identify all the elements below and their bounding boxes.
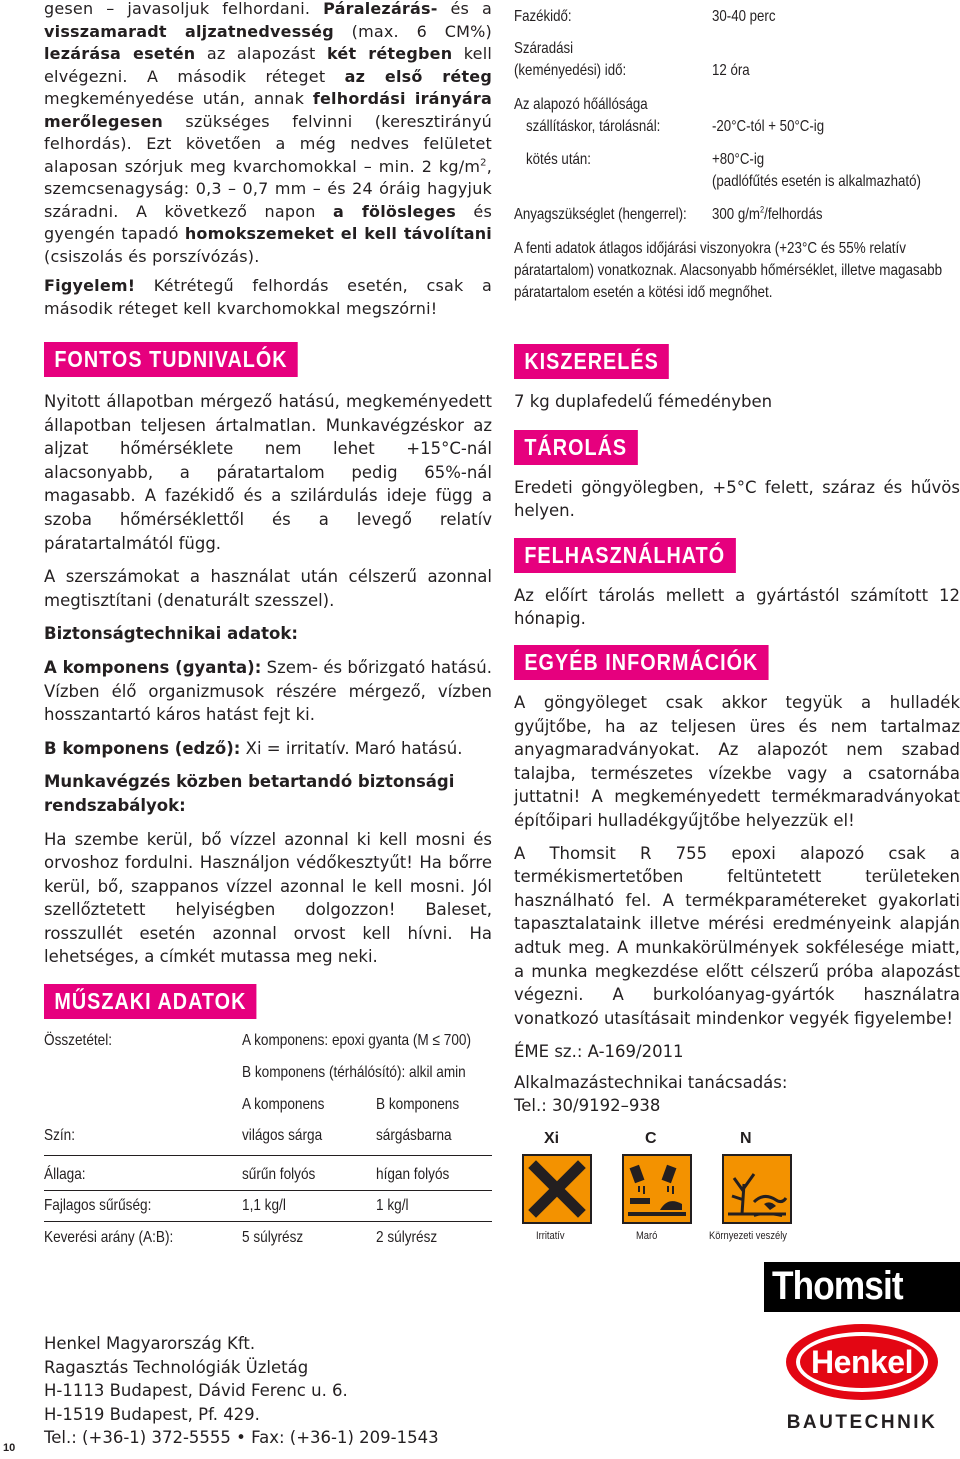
warning-paragraph	[44, 275, 492, 320]
hoallosag-label: Az alapozó hőállósága	[514, 96, 648, 113]
hazard-label-n: Környezeti veszély	[709, 1230, 787, 1242]
hazard-letter-c: C	[645, 1130, 657, 1147]
intro-text: (max. 6 CM%)	[333, 21, 492, 41]
component-a-text	[44, 656, 492, 727]
advice-phone: Tel.: 30/9192–938	[514, 1096, 661, 1116]
szin-label: Szín:	[44, 1127, 75, 1144]
right-sections	[514, 344, 960, 1118]
intro-text: és gyengén tapadó	[44, 201, 492, 243]
allaga-b: hígan folyós	[376, 1166, 450, 1183]
intro-bold: homokszemeket el kell távolítani	[184, 224, 492, 243]
osszetetel-a: A komponens: epoxi gyanta (M ≤ 700)	[242, 1032, 471, 1049]
keveres-b: 2 súlyrész	[376, 1229, 438, 1246]
component-b-label: B komponens (edző):	[44, 738, 241, 758]
intro-text: gesen – javasoljuk felhordani.	[44, 0, 324, 18]
henkel-wordmark: Henkel	[811, 1344, 913, 1380]
szin-b: sárgásbarna	[376, 1127, 452, 1144]
intro-bold: felhordási irányára merőlegesen	[44, 89, 492, 131]
warning-label: Figyelem!	[44, 276, 136, 295]
component-b-desc: Xi = irritatív. Maró hatású.	[240, 738, 463, 758]
felhasznalhato-heading: FELHASZNÁLHATÓ	[514, 538, 736, 573]
corrosive-icon	[622, 1154, 692, 1224]
address-line: Tel.: (+36-1) 372-5555 • Fax: (+36-1) 209-1543	[44, 1428, 439, 1448]
rules-title: Munkavégzés közben betartandó biztonsági rendszabályok:	[44, 772, 455, 815]
tarolas-text: Eredeti göngyölegben, +5°C felett, száraz és hűvös helyen.	[514, 477, 960, 521]
anyag-value-unit: /felhordás	[764, 206, 823, 223]
tech-table	[44, 1030, 492, 1260]
intro-text: és a	[437, 0, 493, 18]
muszaki-heading: MŰSZAKI ADATOK	[44, 984, 257, 1019]
suruseg-a: 1,1 kg/l	[242, 1197, 286, 1214]
divider	[44, 1190, 492, 1191]
allaga-label: Állaga:	[44, 1166, 86, 1183]
address-line: Henkel Magyarország Kft.	[44, 1334, 256, 1353]
allaga-a: sűrűn folyós	[242, 1166, 316, 1183]
intro-bold: két rétegben	[327, 44, 453, 63]
superscript: 2	[759, 204, 765, 215]
szaradasi-label: Száradási	[514, 40, 574, 57]
intro-text: , szemcsenagyság: 0,3 – 0,7 mm – és 24 óráig hagyjuk száradni. A következő napon	[44, 156, 492, 221]
intro-text: az alapozást	[195, 44, 328, 63]
component-a-desc: Szem- és bőrizgató hatású. Vízben élő organizmusok részére mérgező, vízben hosszantartó káros hatást fejt ki.	[44, 657, 492, 725]
kiszereles-section	[514, 344, 960, 414]
anyag-value-number: 300 g/m	[712, 206, 760, 223]
cross-icon	[522, 1154, 592, 1224]
warning-text: Kétrétegű felhordás esetén, csak a második réteget kell kvarchomokkal megszórni!	[44, 276, 492, 318]
eme-number: ÉME sz.: A-169/2011	[514, 1042, 684, 1062]
kiszereles-text: 7 kg duplafedelű fémedényben	[514, 392, 773, 411]
advice-label: Alkalmazástechnikai tanácsadás:	[514, 1072, 788, 1092]
tarolas-section	[514, 430, 960, 523]
page-number-box	[0, 1422, 25, 1459]
egyeb-section	[514, 645, 960, 1118]
hazard-letter-xi: Xi	[544, 1130, 560, 1147]
szaradasi-label-2: (keményedési) idő:	[514, 62, 627, 79]
fazekido-label: Fazékidő:	[514, 8, 572, 25]
intro-bold: a fölösleges	[332, 201, 456, 221]
divider	[44, 1155, 492, 1156]
intro-bold: lezárása esetén	[44, 44, 196, 63]
tarolas-heading: TÁROLÁS	[514, 430, 637, 465]
intro-text: (csiszolás és porszívózás).	[44, 246, 260, 266]
muszaki-heading-wrap	[44, 984, 291, 1019]
anyag-value	[712, 206, 822, 224]
fazekido-value: 30-40 perc	[712, 8, 776, 25]
fontos-paragraph-1: Nyitott állapotban mérgező hatású, megkeményedett állapotban teljesen ártalmatlan. Munkavégzéskor az aljzat hőmérséklete nem lehet +15°C-nál alacsonyabb, a páratartalom pedig 65%-nál magasabb. A fazékidő és a szilárdulás ideje függ a szoba hőmérséklettől és a levegő relatív páratartalmától függ.	[44, 392, 492, 553]
keveres-label: Keverési arány (A:B):	[44, 1229, 174, 1246]
hazard-label-c: Maró	[636, 1230, 658, 1242]
bautechnik-text: BAUTECHNIK	[786, 1412, 938, 1433]
egyeb-heading: EGYÉB INFORMÁCIÓK	[514, 645, 769, 680]
keveres-a: 5 súlyrész	[242, 1229, 304, 1246]
anyag-label: Anyagszükséglet (hengerrel):	[514, 206, 687, 223]
address-line: H-1113 Budapest, Dávid Ferenc u. 6.	[44, 1381, 348, 1401]
conditions-note: A fenti adatok átlagos időjárási viszonyokra (+23°C és 55% relatív páratartalom) vonatkoznak. Alacsonyabb hőmérséklet, illetve magasabb páratartalom esetén a kötési idő megnőhet.	[514, 240, 943, 301]
hoallosag-value: -20°C-tól + 50°C-ig	[712, 118, 825, 135]
col-a-header: A komponens	[242, 1096, 325, 1113]
thomsit-wordmark: Thomsit	[772, 1264, 903, 1308]
henkel-logo	[764, 1318, 960, 1459]
dead-tree-icon	[722, 1154, 792, 1224]
szaradasi-value: 12 óra	[712, 62, 750, 79]
intro-text: kell elvégezni. A második réteget	[44, 44, 493, 86]
component-b-text	[44, 737, 492, 761]
szin-a: világos sárga	[242, 1127, 323, 1144]
osszetetel-b: B komponens (térhálósító): alkil amin	[242, 1064, 466, 1081]
fontos-heading-wrap	[44, 342, 492, 377]
suruseg-b: 1 kg/l	[376, 1197, 409, 1214]
hazard-label-xi: Irritatív	[536, 1230, 565, 1242]
hazard-letter-n: N	[740, 1130, 752, 1147]
intro-bold: Páralezárás-	[323, 0, 438, 18]
intro-bold: az első réteg	[344, 66, 493, 86]
thomsit-logo	[764, 1262, 960, 1312]
kotes-value: +80°C-ig	[712, 151, 765, 168]
kotes-value-2: (padlófűtés esetén is alkalmazható)	[712, 173, 921, 190]
felhasznalhato-text: Az előírt tárolás mellett a gyártástól számított 12 hónapig.	[514, 585, 960, 629]
kiszereles-heading: KISZERELÉS	[514, 344, 669, 379]
superscript: 2	[480, 157, 487, 169]
page-number: 10	[3, 1442, 16, 1454]
felhasznalhato-section	[514, 538, 960, 631]
kotes-label: kötés után:	[526, 151, 591, 168]
fontos-paragraph-2: A szerszámokat a használat után célszerű azonnal megtisztítani (denaturált szesszel).	[44, 567, 492, 610]
intro-paragraph	[44, 0, 492, 268]
properties-table	[514, 0, 960, 320]
egyeb-paragraph-2: A Thomsit R 755 epoxi alapozó csak a termékismertetőben feltüntetett területeken használható fel. A termékparamétereket gyakorlati tapasztalataink illetve mérési eredményeink alapján adtuk meg. A munkakörülmények sokfélesége miatt, a munka megkezdése előtt célszerű próba alapozást végezni. A burkolóanyag-gyártók használatra vonatkozó utasításait mindenkor vegyék figyelembe!	[514, 843, 960, 1028]
intro-text: szükséges felvinni (keresztirányú felhordás). Ezt követően a még nedves felületet alaposan szórjuk meg kvarchomokkal – min. 2 kg/m	[44, 111, 492, 176]
suruseg-label: Fajlagos sűrűség:	[44, 1197, 152, 1214]
left-column	[44, 0, 492, 969]
hazard-symbols	[514, 1130, 814, 1250]
hoallosag-label-2: szállításkor, tárolásnál:	[526, 118, 661, 135]
rules-text: Ha szembe kerül, bő vízzel azonnal ki kell mosni és orvoshoz fordulni. Használjon védőkesztyűt! Ha bőrre kerül, bő, szappanos vízzel azonnal le kell mosni. Jól szellőztetett helyiségben dolgozzon! Baleset, rosszullét esetén azonnal orvost kell hívni. Ha lehetséges, a címkét mutassa meg neki.	[44, 829, 492, 967]
col-b-header: B komponens	[376, 1096, 460, 1113]
safety-title: Biztonságtechnikai adatok:	[44, 624, 298, 644]
osszetetel-label: Összetétel:	[44, 1032, 113, 1049]
address-line: H-1519 Budapest, Pf. 429.	[44, 1404, 260, 1424]
address-line: Ragasztás Technológiák Üzletág	[44, 1357, 309, 1377]
egyeb-paragraph-1: A göngyöleget csak akkor tegyük a hulladék gyűjtőbe, ha az teljesen üres és nem tartalmaz anyagmaradványokat. Az alapozót nem szabad talajba, természetes vízekbe vagy a csatornába juttatni! A megkeményedett termékmaradványokat építőipari hulladékgyűjtőbe helyezzük el!	[514, 692, 960, 830]
component-a-label: A komponens (gyanta):	[44, 657, 262, 677]
intro-text: megkeményedése után, annak	[44, 89, 313, 108]
divider	[44, 1221, 492, 1222]
fontos-heading: FONTOS TUDNIVALÓK	[44, 342, 298, 377]
intro-bold: visszamaradt aljzatnedvesség	[44, 21, 334, 41]
company-address	[44, 1332, 514, 1450]
